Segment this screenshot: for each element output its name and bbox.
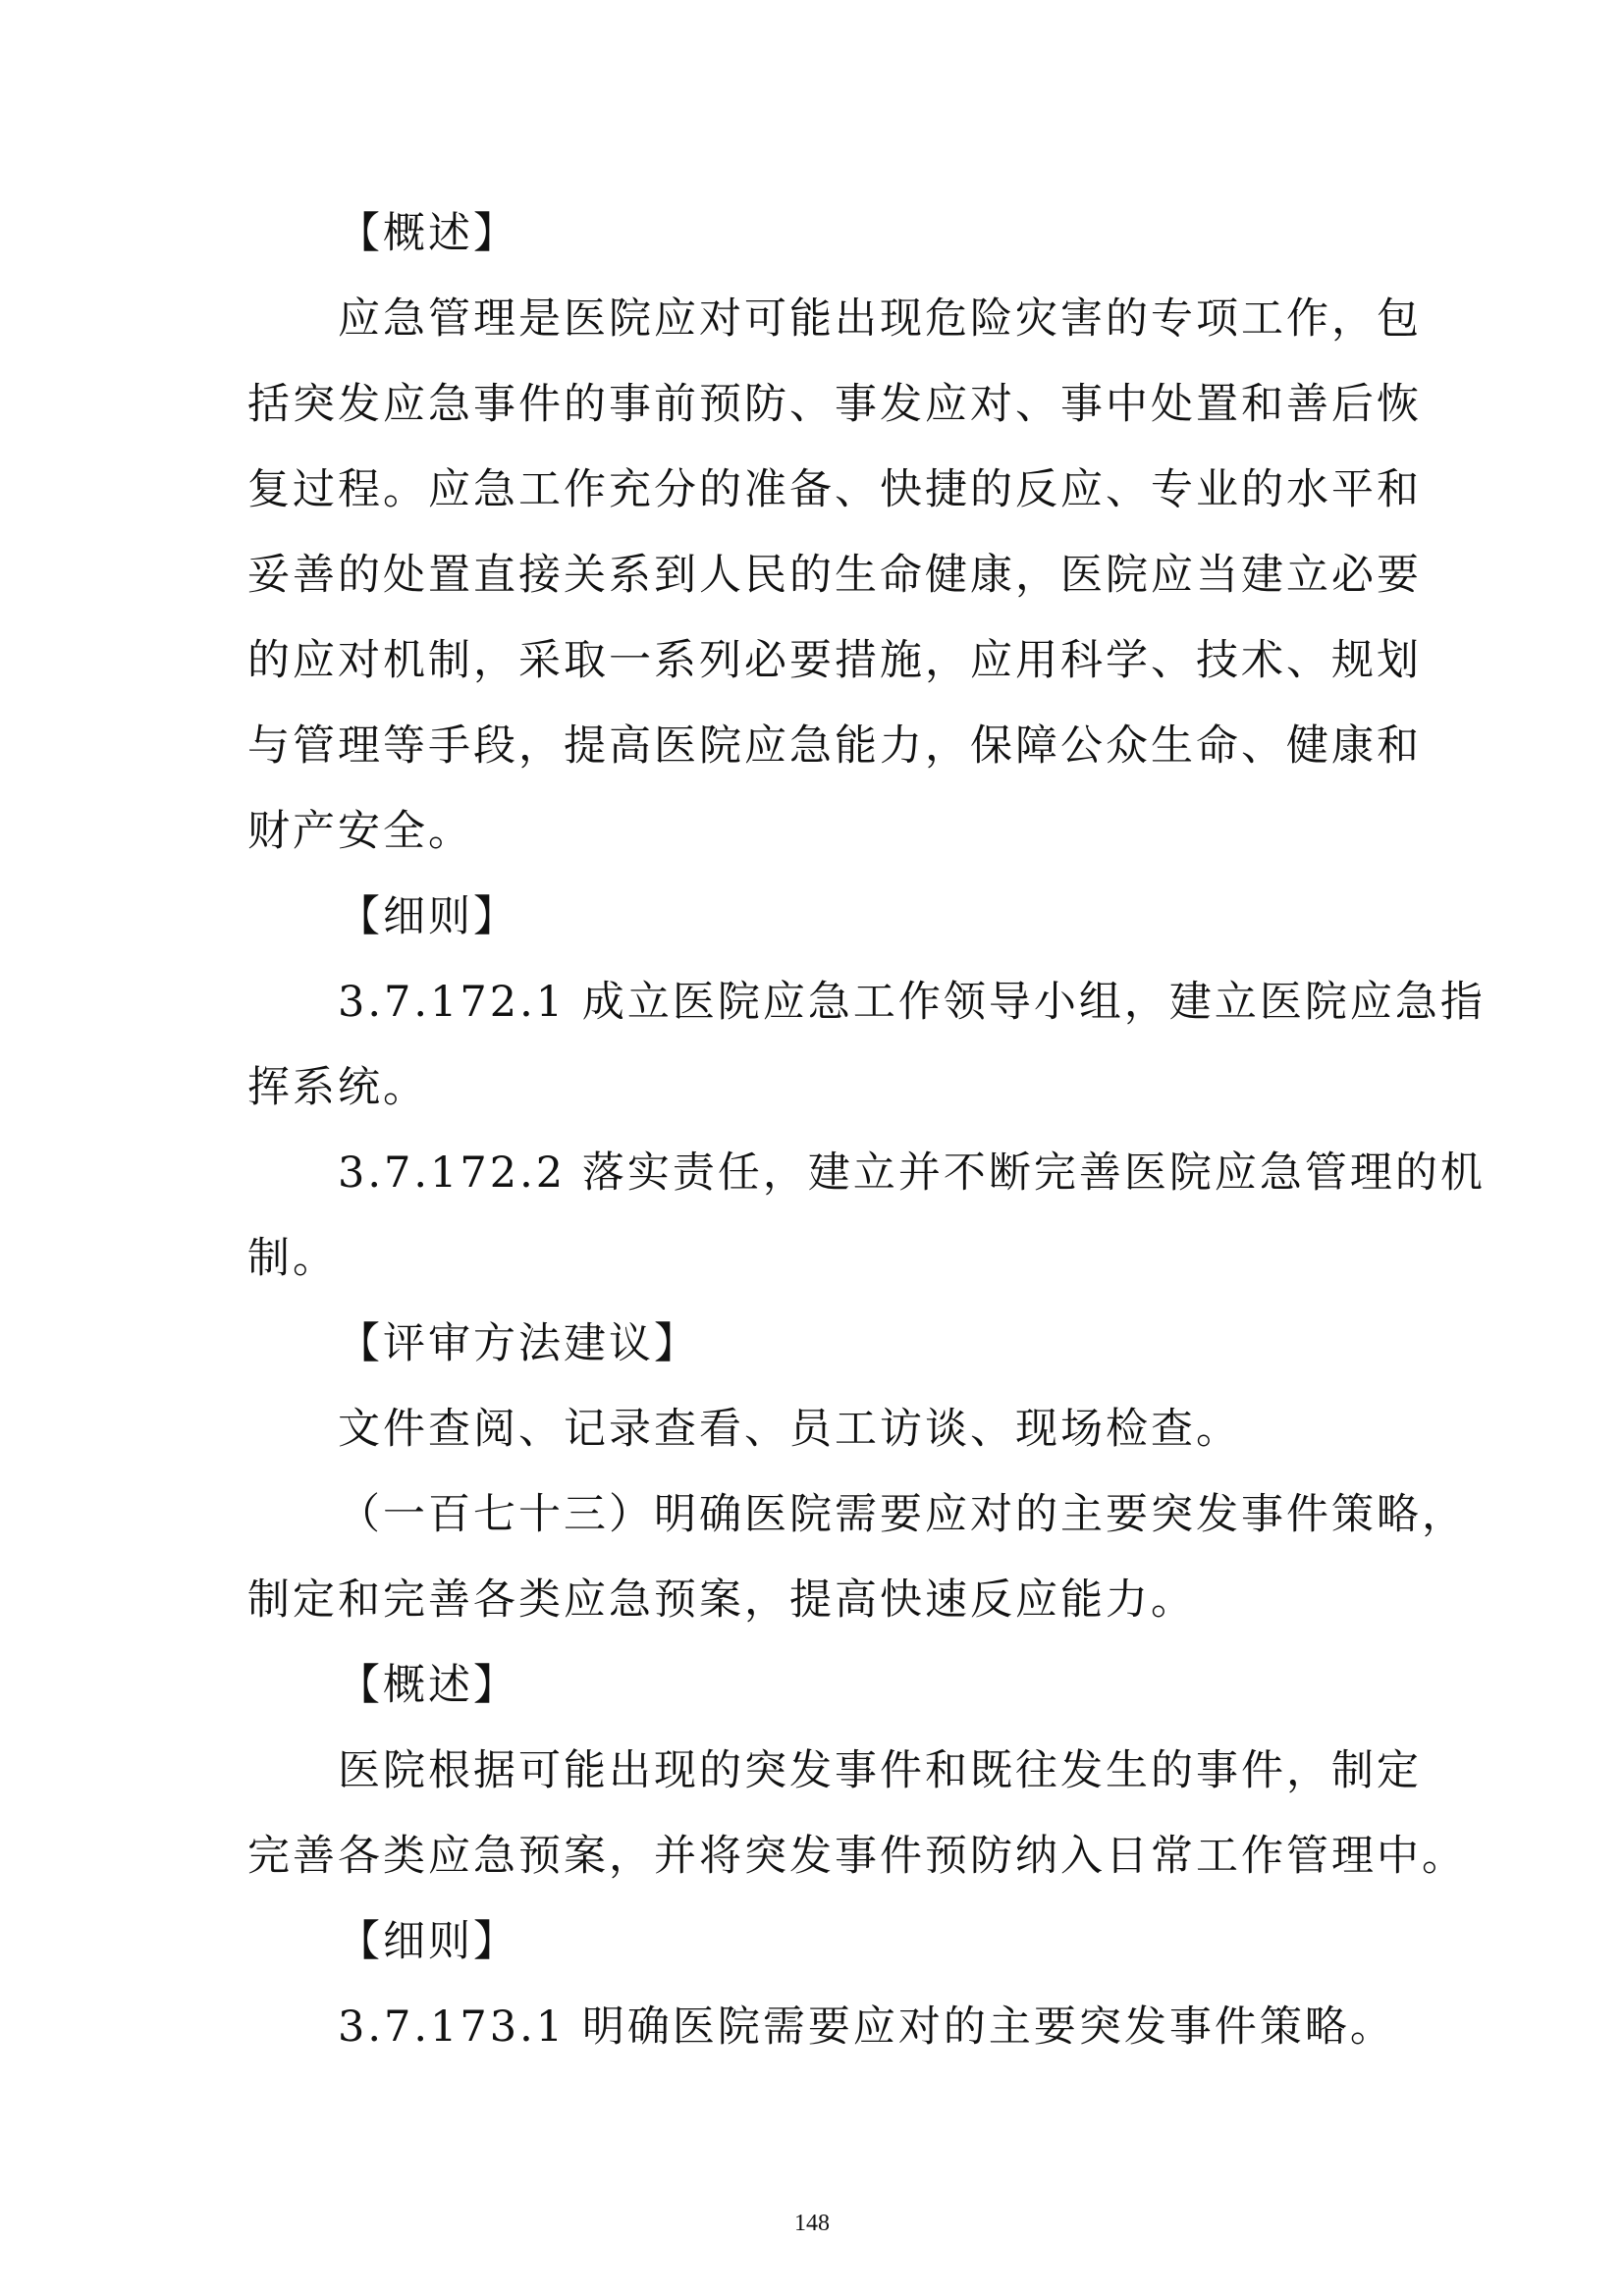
clause-line: 3.7.172.2 落实责任，建立并不断完善医院应急管理的机 (338, 1148, 1486, 1198)
section-heading-details: 【细则】 (338, 892, 518, 941)
paragraph-line: 与管理等手段，提高医院应急能力，保障公众生命、健康和 (247, 721, 1422, 771)
paragraph-line: 应急管理是医院应对可能出现危险灾害的专项工作，包 (338, 294, 1422, 344)
page-number: 148 (794, 2211, 830, 2236)
item-title-line: 制定和完善各类应急预案，提高快速反应能力。 (247, 1575, 1196, 1625)
paragraph-line: 财产安全。 (247, 807, 473, 856)
clause-line: 3.7.173.1 明确医院需要应对的主要突发事件策略。 (338, 2002, 1395, 2052)
document-body (247, 191, 1486, 2070)
paragraph-line: 文件查阅、记录查看、员工访谈、现场检查。 (338, 1405, 1241, 1454)
paragraph-line: 的应对机制，采取一系列必要措施，应用科学、技术、规划 (247, 636, 1422, 685)
section-heading-overview: 【概述】 (338, 209, 518, 258)
item-title-line: （一百七十三）明确医院需要应对的主要突发事件策略， (338, 1490, 1467, 1539)
clause-line: 3.7.172.1 成立医院应急工作领导小组，建立医院应急指 (338, 978, 1486, 1027)
paragraph-line: 医院根据可能出现的突发事件和既往发生的事件，制定 (338, 1746, 1422, 1795)
paragraph-line: 完善各类应急预案，并将突发事件预防纳入日常工作管理中。 (247, 1832, 1467, 1881)
paragraph-line: 妥善的处置直接关系到人民的生命健康，医院应当建立必要 (247, 551, 1422, 600)
clause-line: 制。 (247, 1234, 338, 1283)
section-heading-details: 【细则】 (338, 1917, 518, 1966)
section-heading-overview: 【概述】 (338, 1661, 518, 1710)
clause-line: 挥系统。 (247, 1063, 428, 1112)
paragraph-line: 括突发应急事件的事前预防、事发应对、事中处置和善后恢 (247, 380, 1422, 429)
paragraph-line: 复过程。应急工作充分的准备、快捷的反应、专业的水平和 (247, 465, 1422, 514)
section-heading-review-method: 【评审方法建议】 (338, 1319, 699, 1368)
